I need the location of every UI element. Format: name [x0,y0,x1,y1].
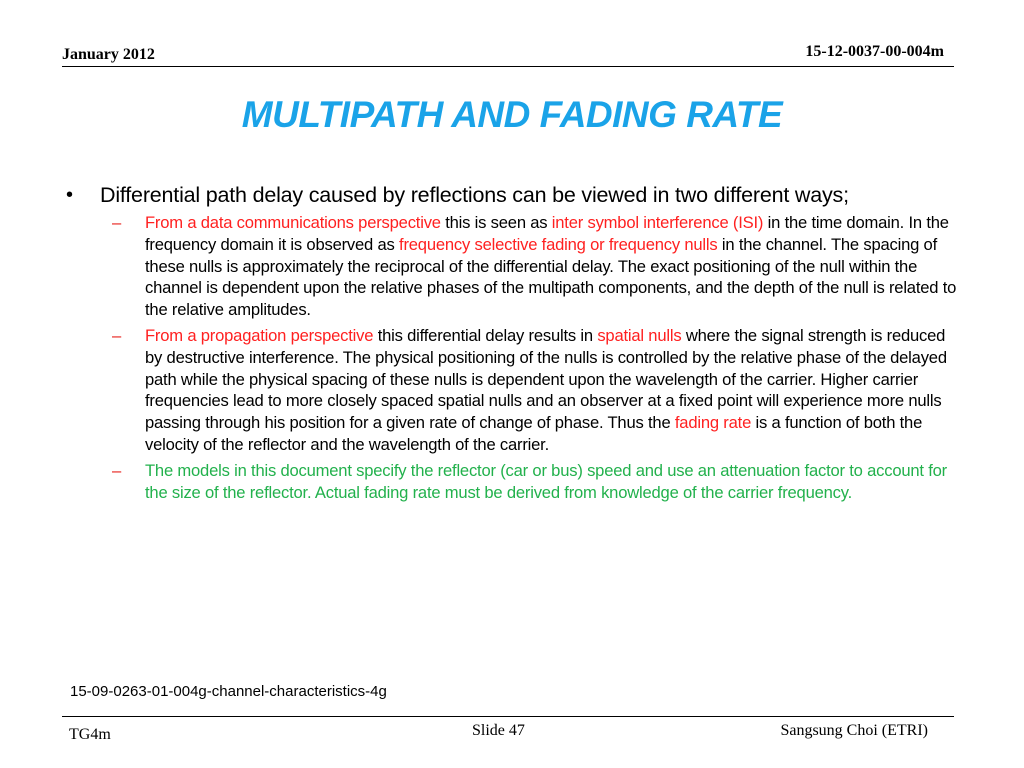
sub-bullet-text [145,212,966,321]
header-doc-number: 15-12-0037-00-004m [805,43,944,60]
text-segment: in the channel. The spacing of these nulls is approximately the reciprocal of the differential delay. The exact positioning of the null within the channel is dependent upon the relative phases of the multipath components, and the depth of the null is related to the relative amplitudes. [145,234,957,320]
text-segment: this differential delay results in [373,325,598,345]
sub-bullet-text [145,325,966,456]
highlighted-text-segment: From a data communications perspective [145,213,441,232]
footer-author: Sangsung Choi (ETRI) [780,722,928,739]
text-segment: where the signal strength is reduced by destructive interference. The physical positioning of the nulls is controlled by the relative phase of the delayed path while the physical spacing of these nulls is dependent upon the wavelength of the carrier. Higher carrier frequencies lead to more closely spaced spatial nulls and an observer at a fixed point will experience more nulls passing through his position for a given rate of change of phase. Thus the [145,325,947,433]
header-rule [62,66,954,67]
slide-number: Slide 47 [472,722,525,739]
header-date: January 2012 [62,46,155,63]
sub-bullet-item [112,325,966,456]
slide-title: MULTIPATH AND FADING RATE [241,94,783,135]
footer-group: TG4m [69,726,111,743]
highlighted-text-segment: inter symbol interference (ISI) [551,213,764,232]
sub-bullet-list [66,212,966,503]
sub-bullet-dash-icon: – [112,325,122,345]
sub-bullet-item [112,212,966,321]
highlighted-text-segment: frequency selective fading or frequency nulls [399,234,718,254]
highlighted-text-segment: The models in this document specify the reflector (car or bus) speed and use an attenuation factor to account for the size of the reflector. Actual fading rate must be derived from knowledge of the carrier frequency. [145,460,948,502]
text-segment: in the time domain. In the frequency domain it is observed as [145,213,949,254]
text-segment: is a function of both the velocity of the reflector and the wavelength of the carrier. [145,413,923,454]
sub-bullet-item [112,460,966,504]
sub-bullet-dash-icon: – [112,213,122,232]
highlighted-text-segment: From a propagation perspective [145,325,374,345]
text-segment: this is seen as [440,213,552,232]
bullet-text: Differential path delay caused by reflections can be viewed in two different ways; [100,183,849,207]
highlighted-text-segment: spatial nulls [597,325,682,345]
bullet-icon: • [66,184,73,206]
bullet-item [66,182,966,208]
slide-body [66,182,966,503]
sub-bullet-text [145,460,966,504]
sub-bullet-dash-icon: – [112,460,122,480]
highlighted-text-segment: fading rate [674,413,752,433]
footer-rule [62,716,954,717]
footer-doc-reference: 15-09-0263-01-004g-channel-characteristics-4g [70,683,387,700]
